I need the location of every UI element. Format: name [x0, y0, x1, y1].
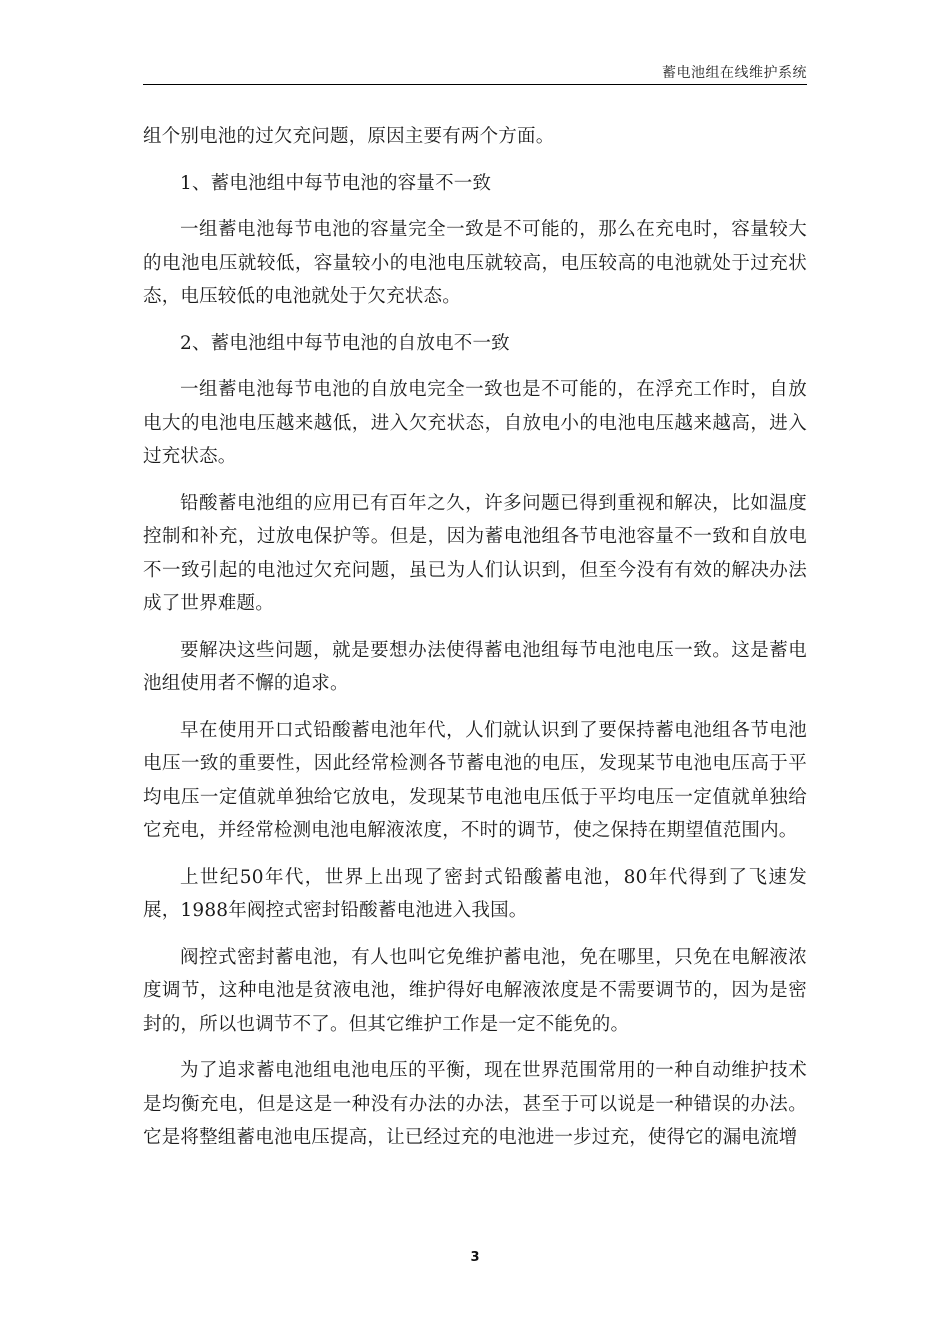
body-text	[143, 120, 807, 1168]
paragraph: 要解决这些问题，就是要想办法使得蓄电池组每节电池电压一致。这是蓄电池组使用者不懈的追求。	[143, 639, 807, 694]
header-divider	[143, 84, 807, 85]
paragraph: 为了追求蓄电池组电池电压的平衡，现在世界范围常用的一种自动维护技术是均衡充电，但是这是一种没有办法的办法，甚至于可以说是一种错误的办法。它是将整组蓄电池电压提高，让已经过充的电池进一步过充，使得它的漏电流增	[143, 1060, 807, 1148]
paragraph: 阀控式密封蓄电池，有人也叫它免维护蓄电池，免在哪里，只免在电解液浓度调节，这种电池是贫液电池，维护得好电解液浓度是不需要调节的，因为是密封的，所以也调节不了。但其它维护工作是一定不能免的。	[143, 946, 807, 1035]
section-heading-2: 2、蓄电池组中每节电池的自放电不一致	[180, 332, 510, 354]
paragraph: 上世纪50年代，世界上出现了密封式铅酸蓄电池，80年代得到了飞速发展，1988年阀控式密封铅酸蓄电池进入我国。	[143, 866, 807, 921]
section-heading-1: 1、蓄电池组中每节电池的容量不一致	[180, 172, 492, 194]
paragraph: 铅酸蓄电池组的应用已有百年之久，许多问题已得到重视和解决，比如温度控制和补充，过放电保护等。但是，因为蓄电池组各节电池容量不一致和自放电不一致引起的电池过欠充问题，虽已为人们认识到，但至今没有有效的解决办法成了世界难题。	[143, 492, 807, 614]
paragraph: 早在使用开口式铅酸蓄电池年代，人们就认识到了要保持蓄电池组各节电池电压一致的重要性，因此经常检测各节蓄电池的电压，发现某节电池电压高于平均电压一定值就单独给它放电，发现某节电池电压低于平均电压一定值就单独给它充电，并经常检测电池电解液浓度，不时的调节，使之保持在期望值范围内。	[143, 719, 807, 841]
page-number: 3	[470, 1250, 480, 1265]
running-header: 蓄电池组在线维护系统	[662, 65, 807, 81]
paragraph: 一组蓄电池每节电池的自放电完全一致也是不可能的，在浮充工作时，自放电大的电池电压越来越低，进入欠充状态，自放电小的电池电压越来越高，进入过充状态。	[143, 379, 807, 467]
paragraph: 组个别电池的过欠充问题，原因主要有两个方面。	[143, 126, 555, 147]
paragraph: 一组蓄电池每节电池的容量完全一致是不可能的，那么在充电时，容量较大的电池电压就较低，容量较小的电池电压就较高，电压较高的电池就处于过充状态，电压较低的电池就处于欠充状态。	[143, 219, 807, 307]
